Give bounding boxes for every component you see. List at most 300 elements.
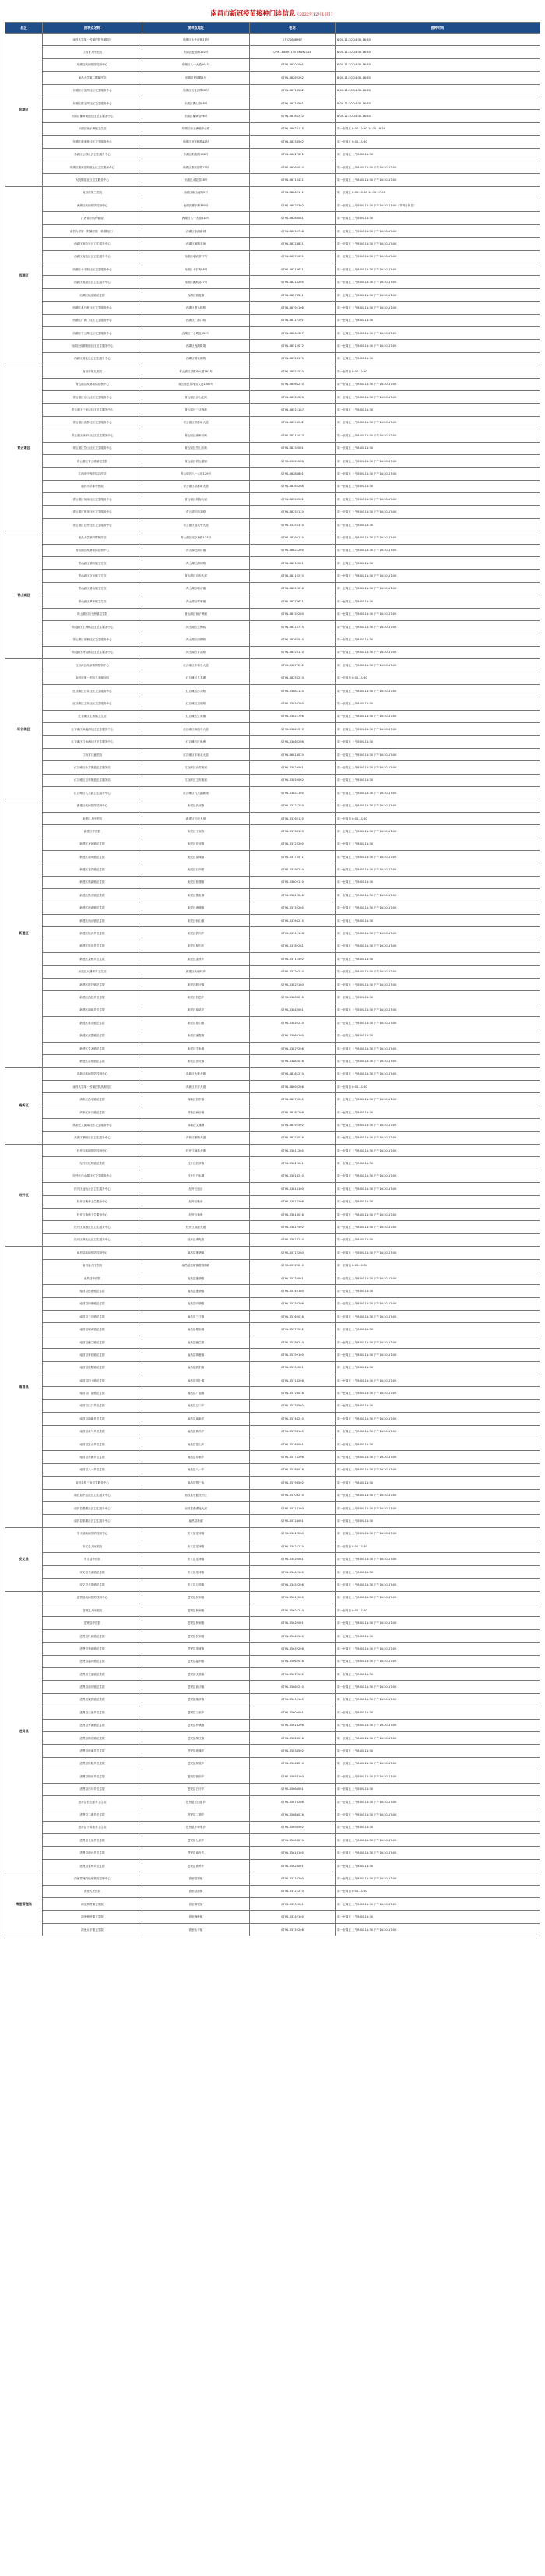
name-cell: 经开区桑海卫生服务中心 xyxy=(43,1208,142,1220)
address-cell: 青云谱区三店西路 xyxy=(142,404,250,416)
phone-cell: 0791-83421210 xyxy=(250,1540,336,1553)
table-row xyxy=(5,1477,540,1489)
time-cell: 周一至周五 上午8:00-11:30 xyxy=(336,914,540,926)
time-cell: 周一至周五 上午8:00-11:30 下午14:30-17:00 xyxy=(336,1042,540,1054)
phone-cell: 0791-88132061 xyxy=(250,557,336,570)
address-cell: 东湖区民德路1号 xyxy=(142,72,250,84)
time-cell: 周一至周五 上午8:00-11:30 xyxy=(336,1029,540,1042)
header-address: 接种点地址 xyxy=(142,23,250,34)
table-row xyxy=(5,122,540,135)
phone-cell: 0791-88692266 xyxy=(250,1081,336,1093)
time-cell: 周一至周五 上午8:00-11:30 下午14:30-17:00 xyxy=(336,276,540,288)
address-cell: 南昌县银三角 xyxy=(142,1477,250,1489)
name-cell: 东湖区疾病预防控制中心 xyxy=(43,58,142,71)
table-row xyxy=(5,1336,540,1348)
phone-cell: 0791-86897135 86892115 xyxy=(250,46,336,58)
name-cell: 南昌市第三医院 xyxy=(43,186,142,199)
table-row xyxy=(5,1821,540,1833)
address-cell: 经开区白水湖 xyxy=(142,1170,250,1182)
phone-cell: 0791-85603210 xyxy=(250,1834,336,1847)
table-row xyxy=(5,633,540,646)
address-cell: 进贤县李渡镇 xyxy=(142,1643,250,1655)
phone-cell: 0791-86512072 xyxy=(250,340,336,352)
time-cell: 周一至周五 上午8:00-11:30 下午14:30-17:00 xyxy=(336,1872,540,1885)
time-cell: 周一至周五 上午8:00-11:30 下午14:30-17:00 xyxy=(336,965,540,978)
time-cell: 周一至周五 上午8:00-11:30 下午14:30-17:00 xyxy=(336,1757,540,1770)
table-row xyxy=(5,902,540,914)
phone-cell: 17370868967 xyxy=(250,34,336,46)
table-row xyxy=(5,1399,540,1412)
table-row xyxy=(5,940,540,952)
table-row xyxy=(5,1604,540,1617)
phone-cell: 0791-83862206 xyxy=(250,736,336,748)
address-cell: 青山湖区塘山镇 xyxy=(142,582,250,595)
phone-cell: 0791-85652206 xyxy=(250,1643,336,1655)
time-cell: 周一至周五 上午8:00-11:30 下午14:30-17:00 xyxy=(336,238,540,250)
address-cell: 东湖区永外正街17号 xyxy=(142,34,250,46)
address-cell: 东湖区豫章路96号 xyxy=(142,110,250,122)
name-cell: 南昌县东新乡卫生院 xyxy=(43,1451,142,1463)
phone-cell: 0791-85621210 xyxy=(250,1604,336,1617)
name-cell: 湾里人民医院 xyxy=(43,1885,142,1897)
address-cell: 新建区南矶乡 xyxy=(142,1004,250,1016)
time-cell: 周一至周五 上午8:00-11:30 下午14:30-17:00 xyxy=(336,174,540,186)
address-cell: 青山湖区南京西路133号 xyxy=(142,531,250,544)
table-row xyxy=(5,454,540,467)
table-row xyxy=(5,1297,540,1310)
name-cell: 新建区溪霞镇卫生院 xyxy=(43,1029,142,1042)
address-cell: 湾里梅岭镇 xyxy=(142,1911,250,1923)
phone-cell: 0791-85732061 xyxy=(250,1272,336,1284)
address-cell: 青山湖区上海路 xyxy=(142,620,250,633)
time-cell: 周一至周五 上午8:00-11:30 xyxy=(336,595,540,608)
address-cell: 经开区枫林大街 xyxy=(142,1144,250,1156)
time-cell: 周一至周五 上午8:00-11:30 下午14:30-17:00 xyxy=(336,889,540,902)
phone-cell: 0791-83821160 xyxy=(250,787,336,799)
name-cell: 东湖区彭家桥社区卫生服务中心 xyxy=(43,136,142,148)
phone-cell: 0791-85614160 xyxy=(250,1847,336,1859)
phone-cell: 0791-85763061 xyxy=(250,1438,336,1450)
phone-cell: 0791-86780232 xyxy=(250,110,336,122)
table-row xyxy=(5,748,540,760)
name-cell: 新建区西山镇卫生院 xyxy=(43,914,142,926)
phone-cell: 0791-83818210 xyxy=(250,1233,336,1246)
address-cell: 南昌县泾口乡 xyxy=(142,1399,250,1412)
name-cell: 进贤县文港镇卫生院 xyxy=(43,1668,142,1681)
name-cell: 红谷滩区生米镇卫生院 xyxy=(43,710,142,722)
name-cell: 南昌县澄湖社区卫生服务中心 xyxy=(43,1501,142,1514)
time-cell: 周一至周五 上午8:00-11:30 xyxy=(336,314,540,326)
name-cell: 青云谱区青云谱镇卫生院 xyxy=(43,454,142,467)
table-row xyxy=(5,84,540,97)
time-cell: 周一至周五 上午8:00-11:30 xyxy=(336,736,540,748)
time-cell: 8:00-11:30 14:30-16:30 xyxy=(336,46,540,58)
address-cell: 西湖区桃花镇 xyxy=(142,288,250,301)
name-cell: 安义县龙津镇卫生院 xyxy=(43,1565,142,1578)
time-cell: 周一至周五 上午8:00-11:30 下午14:30-17:00 xyxy=(336,1693,540,1706)
name-cell: 安义县疾病预防控制中心 xyxy=(43,1527,142,1540)
table-row xyxy=(5,468,540,480)
table-row xyxy=(5,148,540,161)
phone-cell: 0791-85782210 xyxy=(250,1336,336,1348)
name-cell: 进贤县梅庄镇卫生院 xyxy=(43,1731,142,1744)
address-cell: 青山湖区扬子洲镇 xyxy=(142,608,250,620)
table-row xyxy=(5,1757,540,1770)
time-cell: 周一至周五 上午8:00-11:30 下午14:30-17:00 xyxy=(336,1553,540,1565)
phone-cell: 0791-85792160 xyxy=(250,1349,336,1361)
time-cell: 周一至周五 上午8:00-11:30 下午14:30-17:00 xyxy=(336,1413,540,1425)
name-cell: 红谷滩区卫东社区卫生服务中心 xyxy=(43,697,142,710)
phone-cell: 0791-85721210 xyxy=(250,1259,336,1272)
phone-cell: 0791-83822160 xyxy=(250,978,336,990)
district-cell: 红谷滩区 xyxy=(5,659,43,799)
phone-cell: 0791-83752260 xyxy=(250,902,336,914)
time-cell: 周一至周五 上午8:00-11:30 下午14:30-17:00 xyxy=(336,1131,540,1144)
table-row xyxy=(5,697,540,710)
table-row xyxy=(5,263,540,276)
district-cell: 安义县 xyxy=(5,1527,43,1591)
time-cell: 周一至周五 上午8:00-11:30 下午14:30-17:00 xyxy=(336,684,540,697)
time-cell: 周一至周五 上午8:00-11:30 xyxy=(336,1195,540,1208)
name-cell: 进贤县下埠集乡卫生院 xyxy=(43,1821,142,1833)
table-row xyxy=(5,927,540,940)
name-cell: 高新区麻丘镇卫生院 xyxy=(43,1106,142,1118)
address-cell: 青云谱区京山北路 xyxy=(142,390,250,403)
name-cell: 西湖区桃花社区卫生服务中心 xyxy=(43,352,142,365)
address-cell: 南昌县塘南镇 xyxy=(142,1323,250,1336)
address-cell: 新建区厚田乡 xyxy=(142,940,250,952)
time-cell: 周一至周五 上午8:00-11:30 下午14:30-17:00 xyxy=(336,1808,540,1821)
time-cell: 周一至周五 8:00-11:30 14:30-16:30 xyxy=(336,122,540,135)
time-cell: 周一至周五 上午8:00-11:30 xyxy=(336,148,540,161)
phone-cell: 0791-86210715 xyxy=(250,620,336,633)
phone-cell: 0791-83872206 xyxy=(250,1042,336,1054)
table-body xyxy=(5,34,540,1936)
phone-cell: 0791-85672502 xyxy=(250,1668,336,1681)
phone-cell: 0791-85712260 xyxy=(250,1247,336,1259)
name-cell: 新建区疾病预防控制中心 xyxy=(43,799,142,812)
name-cell: 南昌县冈上镇卫生院 xyxy=(43,1374,142,1387)
name-cell: 青云谱区徐家坊社区卫生服务中心 xyxy=(43,429,142,442)
table-row xyxy=(5,340,540,352)
table-row xyxy=(5,1387,540,1399)
name-cell: 高新区艾溪湖社区卫生服务中心 xyxy=(43,1119,142,1131)
time-cell: 周一至周五 上午8:00-11:30 下午14:30-17:00 xyxy=(336,1463,540,1476)
table-row xyxy=(5,1527,540,1540)
table-row xyxy=(5,1885,540,1897)
table-row xyxy=(5,582,540,595)
address-cell: 青山湖区南钢路 xyxy=(142,633,250,646)
table-row xyxy=(5,1770,540,1783)
title-date: （2022年12月16日） xyxy=(295,12,335,17)
table-row xyxy=(5,1106,540,1118)
phone-cell: 0791-85762016 xyxy=(250,1311,336,1323)
name-cell: 新建区金桥乡卫生院 xyxy=(43,953,142,965)
table-row xyxy=(5,1233,540,1246)
phone-cell: 0791-83762120 xyxy=(250,812,336,824)
time-cell: 周一至周五 上午8:00-11:30 下午14:30-17:00 xyxy=(336,582,540,595)
address-cell: 红谷滩区生米镇 xyxy=(142,710,250,722)
time-cell: 周一至周日 8:00-11:30 xyxy=(336,365,540,378)
address-cell: 青云谱区井冈山大道1000号 xyxy=(142,378,250,390)
time-cell: 周一至周五 上午8:00-11:30 xyxy=(336,442,540,454)
name-cell: 南昌县小蓝社区卫生服务中心 xyxy=(43,1489,142,1501)
table-row xyxy=(5,1438,540,1450)
name-cell: 青山湖区罗家镇卫生院 xyxy=(43,595,142,608)
phone-cell: 0791-86520302 xyxy=(250,199,336,212)
address-cell: 安义县龙津镇 xyxy=(142,1565,250,1578)
phone-cell: 0791-83872232 xyxy=(250,659,336,672)
phone-cell: 0791-88150262 xyxy=(250,416,336,429)
table-row xyxy=(5,570,540,582)
phone-cell: 0791-83813210 xyxy=(250,1170,336,1182)
table-row xyxy=(5,429,540,442)
table-row xyxy=(5,46,540,58)
phone-cell: 0791-88171260 xyxy=(250,1093,336,1106)
table-row xyxy=(5,1157,540,1170)
time-cell: 周一至周五 上午8:00-11:30 下午14:30-17:00 xyxy=(336,799,540,812)
phone-cell: 0791-85742160 xyxy=(250,1285,336,1297)
name-cell: 新建区樵舍镇卫生院 xyxy=(43,889,142,902)
name-cell: 南昌县八一乡卫生院 xyxy=(43,1463,142,1476)
name-cell: 红谷滩区九龙湖卫生服务中心 xyxy=(43,787,142,799)
table-row xyxy=(5,1719,540,1731)
name-cell: 南昌县疾病预防控制中心 xyxy=(43,1247,142,1259)
phone-cell: 0791-83770511 xyxy=(250,851,336,863)
name-cell: 青山湖区疾病预防控制中心 xyxy=(43,544,142,556)
phone-cell: 0791-85602061 xyxy=(250,1706,336,1719)
name-cell: 湾里梅岭镇卫生院 xyxy=(43,1911,142,1923)
name-cell: 湾里管理局疾病预防控制中心 xyxy=(43,1872,142,1885)
time-cell: 周一至周五 上午8:00-11:30 xyxy=(336,1477,540,1489)
address-cell: 进贤县衙前乡 xyxy=(142,1770,250,1783)
table-row xyxy=(5,390,540,403)
table-row xyxy=(5,365,540,378)
table-row xyxy=(5,1668,540,1681)
address-cell: 安义县龙津镇 xyxy=(142,1540,250,1553)
time-cell: 周一至周五 上午8:00-11:30 下午14:30-17:00 xyxy=(336,1067,540,1080)
table-row xyxy=(5,378,540,390)
table-row xyxy=(5,174,540,186)
address-cell: 青云谱区岱山东路 xyxy=(142,442,250,454)
address-cell: 进贤县七里乡 xyxy=(142,1834,250,1847)
phone-cell: 0791-85743210 xyxy=(250,1413,336,1425)
table-row xyxy=(5,1451,540,1463)
phone-cell: 0791-88160268 xyxy=(250,480,336,492)
phone-cell: 0791-85653160 xyxy=(250,1770,336,1783)
name-cell: 青云谱区施尧社区卫生服务中心 xyxy=(43,506,142,518)
name-cell: 青云谱区三家店社区卫生服务中心 xyxy=(43,404,142,416)
table-row xyxy=(5,72,540,84)
address-cell: 经开区冠山 xyxy=(142,1183,250,1195)
time-cell: 周一至周日 8:00-11:30 xyxy=(336,1081,540,1093)
address-cell: 经开区樵舍 xyxy=(142,1195,250,1208)
table-row xyxy=(5,965,540,978)
name-cell: 经开区疾病预防控制中心 xyxy=(43,1144,142,1156)
name-cell: 西湖区桃源社区卫生服务中心 xyxy=(43,276,142,288)
name-cell: 江西省儿童医院 xyxy=(43,748,142,760)
phone-cell: 0791-85663061 xyxy=(250,1783,336,1795)
table-row xyxy=(5,838,540,850)
name-cell: 南昌县富山乡卫生院 xyxy=(43,1438,142,1450)
time-cell: 周一至周五 上午8:00-11:30 xyxy=(336,1106,540,1118)
phone-cell: 0791-88132061 xyxy=(250,442,336,454)
name-cell: 青云谱区江铃社区卫生服务中心 xyxy=(43,518,142,531)
phone-cell: 0791-83817502 xyxy=(250,1221,336,1233)
time-cell: 周一至周五 上午8:00-11:30 下午14:30-17:00 xyxy=(336,1017,540,1029)
address-cell: 进贤县泉岭乡 xyxy=(142,1859,250,1872)
name-cell: 南昌市洪都中医院 xyxy=(43,480,142,492)
time-cell: 周一至周五 上午8:00-11:30 下午14:30-17:00 xyxy=(336,544,540,556)
phone-cell: 0791-88211073 xyxy=(250,429,336,442)
table-row xyxy=(5,620,540,633)
phone-cell: 0791-86262010 xyxy=(250,161,336,173)
time-cell: 周一至周日 8:00-11:30 xyxy=(336,1540,540,1553)
time-cell: 周一至周五 上午8:00-11:30 xyxy=(336,774,540,786)
address-cell: 西湖区广润门路 xyxy=(142,314,250,326)
phone-cell: 0791-83822061 xyxy=(250,761,336,774)
table-row xyxy=(5,723,540,736)
name-cell: 进贤县南台乡卫生院 xyxy=(43,1847,142,1859)
table-row xyxy=(5,1540,540,1553)
address-cell: 进贤县民和镇 xyxy=(142,1604,250,1617)
phone-cell: 0791-83742160 xyxy=(250,1911,336,1923)
address-cell: 西湖区象湖新城 xyxy=(142,224,250,237)
address-cell: 进贤县池溪乡 xyxy=(142,1745,250,1757)
phone-cell: 0791-86715421 xyxy=(250,174,336,186)
phone-cell: 0791-88328170 xyxy=(250,352,336,365)
table-row xyxy=(5,1501,540,1514)
phone-cell: 0791-83712260 xyxy=(250,1872,336,1885)
address-cell: 经开区双港大道 xyxy=(142,1221,250,1233)
address-cell: 青云谱区城南大道 xyxy=(142,493,250,506)
name-cell: 新建区大塘坪乡卫生院 xyxy=(43,965,142,978)
phone-cell: 0791-83821706 xyxy=(250,710,336,722)
time-cell: 周一至周五 上午8:00-11:30 下午14:30-17:00 xyxy=(336,1374,540,1387)
name-cell: 新建区厚田乡卫生院 xyxy=(43,940,142,952)
time-cell: 周一至周五 上午8:00-11:30 xyxy=(336,557,540,570)
time-cell: 8:00-11:30 14:30-16:30 xyxy=(336,84,540,97)
time-cell: 周一至周五 上午8:00-11:30 下午14:30-17:00 xyxy=(336,940,540,952)
table-row xyxy=(5,1463,540,1476)
phone-cell: 0791-86261527 xyxy=(250,326,336,339)
phone-cell: 0791-85693502 xyxy=(250,1821,336,1833)
time-cell: 周一至周五 上午8:00-11:30 xyxy=(336,352,540,365)
address-cell: 新建区生米镇 xyxy=(142,1042,250,1054)
table-row xyxy=(5,1413,540,1425)
table-row xyxy=(5,557,540,570)
name-cell: 新建区联圩镇卫生院 xyxy=(43,978,142,990)
table-row xyxy=(5,34,540,46)
address-cell: 西湖区十字街88号 xyxy=(142,263,250,276)
address-cell: 青云谱区青云谱镇 xyxy=(142,454,250,467)
time-cell: 周一至周五 上午8:00-11:30 xyxy=(336,1233,540,1246)
time-cell: 周一至周五 上午8:00-11:30 下午14:30-17:00 xyxy=(336,302,540,314)
page-title xyxy=(5,5,540,22)
phone-cell: 0791-83760215 xyxy=(250,914,336,926)
address-cell: 东湖区彭家桥路42号 xyxy=(142,136,250,148)
table-row xyxy=(5,1247,540,1259)
name-cell: 新建区昌邑乡卫生院 xyxy=(43,991,142,1004)
address-cell: 西湖区丁公路北123号 xyxy=(142,326,250,339)
table-row xyxy=(5,736,540,748)
time-cell: 周一至周五 上午8:00-11:30 下午14:30-17:00 xyxy=(336,748,540,760)
table-row xyxy=(5,326,540,339)
name-cell: 大院街道社区卫生服务中心 xyxy=(43,174,142,186)
time-cell: 周一至周日 上午8:00-11:30 下午14:30-17:00 xyxy=(336,531,540,544)
table-row xyxy=(5,480,540,492)
time-cell: 周一至周五 上午8:00-11:30 下午14:30-17:00 xyxy=(336,1591,540,1604)
time-cell: 周一至周五 上午8:00-11:30 xyxy=(336,876,540,888)
name-cell: 新建区长堎镇卫生院 xyxy=(43,838,142,850)
name-cell: 经开区冠山社区卫生服务中心 xyxy=(43,1183,142,1195)
phone-cell: 0791-88181206 xyxy=(250,1106,336,1118)
time-cell: 周一至周五 上午8:00-11:30 xyxy=(336,1285,540,1297)
name-cell: 新建区松湖镇卫生院 xyxy=(43,876,142,888)
time-cell: 周一至周五 上午8:00-11:30 下午14:30-17:00 xyxy=(336,1055,540,1067)
address-cell: 青山湖区京东大道 xyxy=(142,570,250,582)
table-row xyxy=(5,1515,540,1527)
time-cell: 周一至周五 上午8:00-11:30 下午14:30-17:00 xyxy=(336,863,540,876)
phone-cell: 0791-85613206 xyxy=(250,1719,336,1731)
phone-cell: 0791-85662016 xyxy=(250,1655,336,1667)
address-cell: 新建区樵舍镇 xyxy=(142,889,250,902)
table-row xyxy=(5,352,540,365)
time-cell: 周一至周日 8:00-11:30 xyxy=(336,812,540,824)
time-cell: 周一至周五 上午8:00-11:30 下午14:30-17:00 xyxy=(336,288,540,301)
name-cell: 红谷滩区疾病预防控制中心 xyxy=(43,659,142,672)
name-cell: 西湖区西湖街道社区卫生服务中心 xyxy=(43,340,142,352)
name-cell: 进贤县李渡镇卫生院 xyxy=(43,1643,142,1655)
table-row xyxy=(5,1029,540,1042)
table-row xyxy=(5,493,540,506)
name-cell: 进贤县白圩乡卫生院 xyxy=(43,1783,142,1795)
table-row xyxy=(5,646,540,658)
address-cell: 新建区子实路 xyxy=(142,825,250,838)
table-row xyxy=(5,186,540,199)
phone-cell: 0791-83814160 xyxy=(250,1183,336,1195)
time-cell: 周一至周五 上午8:00-11:30 下午14:30-17:00 xyxy=(336,224,540,237)
time-cell: 周一至周五 上午8:00-11:30 下午14:30-17:00 xyxy=(336,1795,540,1808)
address-cell: 进贤县罗溪镇 xyxy=(142,1719,250,1731)
time-cell: 周一至周五 上午8:00-11:30 下午14:30-17:00 xyxy=(336,161,540,173)
phone-cell: 0791-85702061 xyxy=(250,1361,336,1374)
name-cell: 新建区望城镇卫生院 xyxy=(43,851,142,863)
table-row xyxy=(5,544,540,556)
phone-cell: 0791-88172016 xyxy=(250,1131,336,1144)
time-cell: 周一至周五 上午8:00-11:30 下午14:30-17:00 xyxy=(336,1731,540,1744)
time-cell: 周一至周五 上午8:00-11:30 xyxy=(336,1515,540,1527)
name-cell: 南昌县南新乡卫生院 xyxy=(43,1413,142,1425)
time-cell: 周一至周五 上午8:00-11:30 下午14:30-17:00 xyxy=(336,326,540,339)
header-time: 接种时间 xyxy=(336,23,540,34)
name-cell: 湾里招贤镇卫生院 xyxy=(43,1898,142,1911)
table-row xyxy=(5,1311,540,1323)
phone-cell: 0791-83721210 xyxy=(250,1885,336,1897)
name-cell: 新建区流湖镇卫生院 xyxy=(43,902,142,914)
phone-cell: 0791-83782261 xyxy=(250,940,336,952)
time-cell: 周一至周五 上午8:00-11:30 xyxy=(336,991,540,1004)
phone-cell: 0791-86270621 xyxy=(250,595,336,608)
phone-cell: 0791-86262262 xyxy=(250,72,336,84)
time-cell: 周一至周日 8:00-11:30 xyxy=(336,1604,540,1617)
address-cell: 南昌县武阳镇 xyxy=(142,1361,250,1374)
address-cell: 进贤县下埠集乡 xyxy=(142,1821,250,1833)
name-cell: 南昌县蒋巷镇卫生院 xyxy=(43,1349,142,1361)
phone-cell: 0791-83711502 xyxy=(250,953,336,965)
time-cell: 周一至周五 上午8:00-11:30 下午14:30-17:00 xyxy=(336,723,540,736)
time-cell: 周一至周五 上午8:00-11:30 xyxy=(336,480,540,492)
